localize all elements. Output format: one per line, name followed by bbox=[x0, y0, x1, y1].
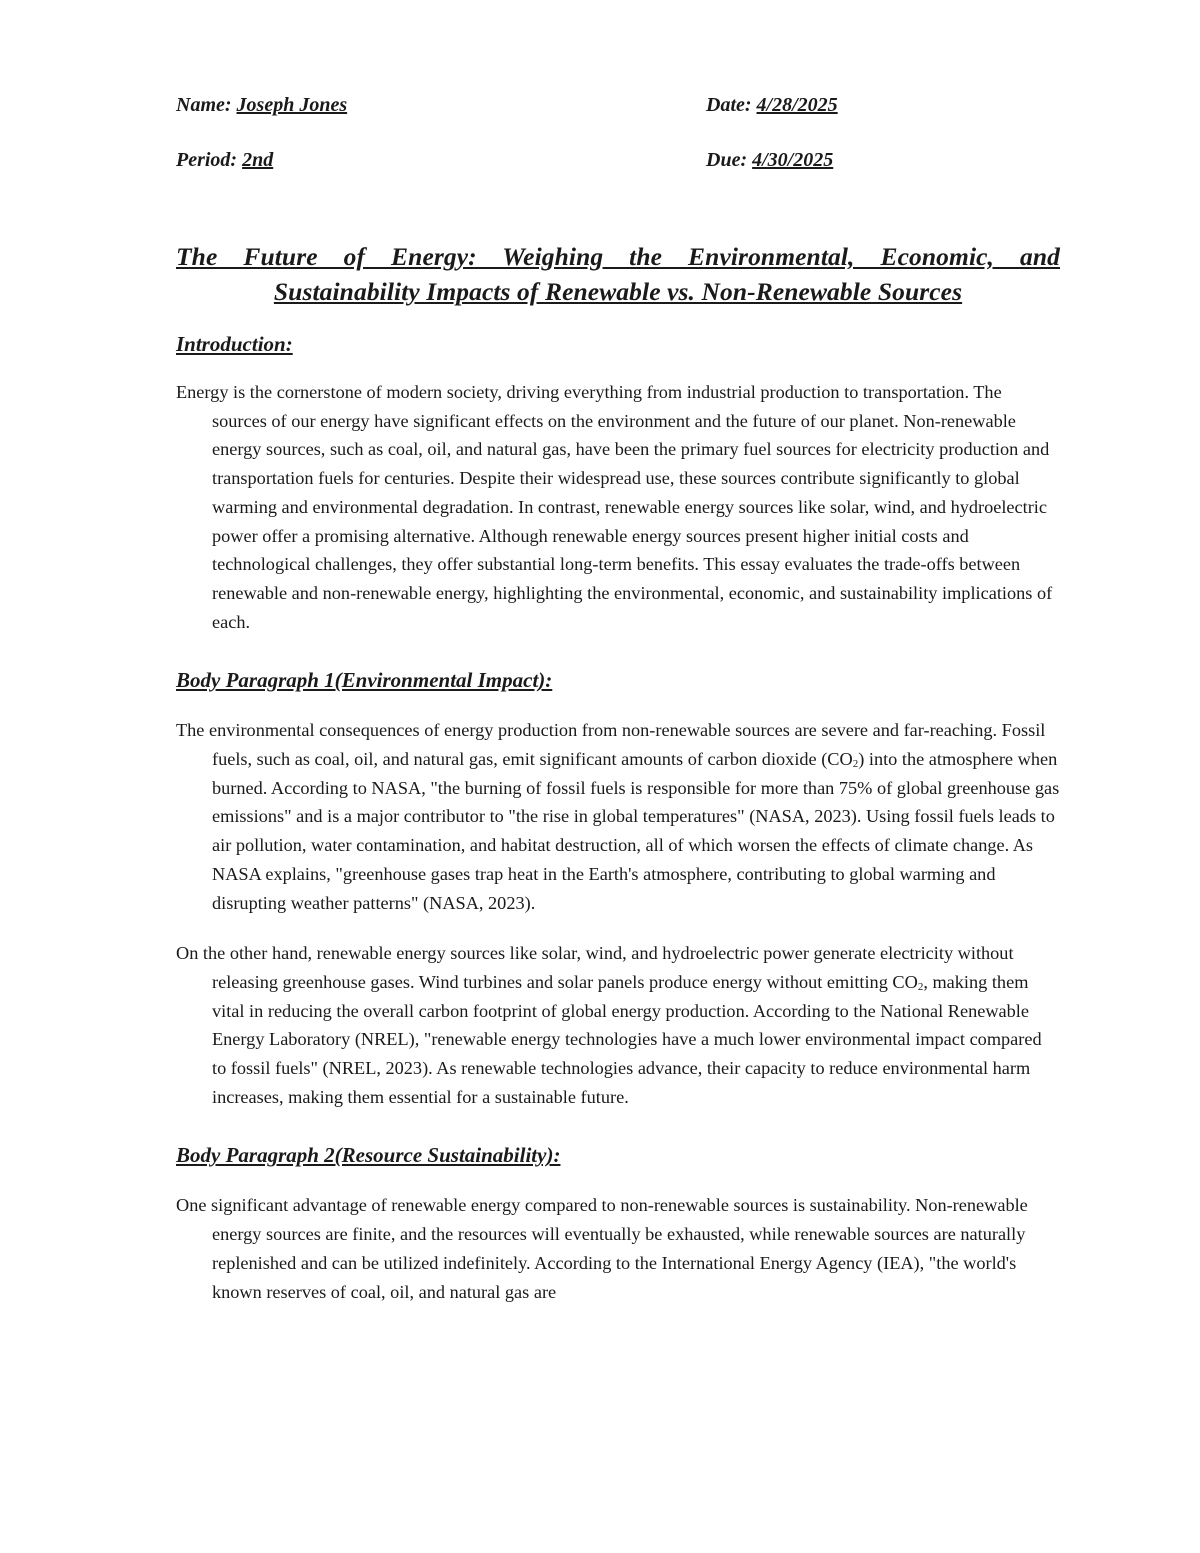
name-field bbox=[176, 94, 347, 117]
name-label: Name: bbox=[176, 94, 237, 116]
body-1a-text-part-2: ) into the atmosphere when burned. According to NASA, "the burning of fossil fuels is responsible for more than 75% of global greenhouse gas emissions" and is a major contributor to "the rise in global temperatures" (NASA, 2023). Using fossil fuels leads to air pollution, water contamination, and habitat destruction, all of which worsen the effects of climate change. As NASA explains, "greenhouse gases trap heat in the Earth's atmosphere, contributing to global warming and disrupting weather patterns" (NASA, 2023). bbox=[212, 749, 1060, 913]
date-field bbox=[706, 94, 838, 117]
body-paragraph-1-heading: Body Paragraph 1(Environmental Impact): bbox=[176, 668, 553, 693]
body-1b-text-part-1: On the other hand, renewable energy sources like solar, wind, and hydroelectric power generate electricity without releasing greenhouse gases. Wind turbines and solar panels produce energy without emitting CO bbox=[176, 943, 1014, 992]
introduction-heading: Introduction: bbox=[176, 332, 293, 356]
body-1a-text-part-1: The environmental consequences of energy production from non-renewable sources are severe and far-reaching. Fossil fuels, such as coal, oil, and natural gas, emit significant amounts of carbon dioxide (CO bbox=[176, 720, 1046, 770]
date-label: Date: bbox=[706, 94, 757, 116]
date-value: 4/28/2025 bbox=[756, 94, 838, 116]
co2-subscript: 2 bbox=[917, 980, 924, 993]
due-field bbox=[706, 149, 833, 172]
body-paragraph-1a bbox=[176, 716, 1060, 917]
due-label: Due: bbox=[706, 149, 753, 171]
co2-subscript: 2 bbox=[852, 758, 859, 771]
header-row-1 bbox=[176, 94, 1060, 122]
period-value: 2nd bbox=[242, 149, 274, 171]
name-value: Joseph Jones bbox=[236, 94, 348, 116]
body-paragraph-2: One significant advantage of renewable energy compared to non-renewable sources is sustainability. Non-renewable energy sources are finite, and the resources will eventually be exhausted, while renewable sources are naturally replenished and can be utilized indefinitely. According to the International Energy Agency (IEA), "the world's known reserves of coal, oil, and natural gas are bbox=[176, 1195, 1028, 1302]
introduction-paragraph: Energy is the cornerstone of modern society, driving everything from industrial production to transportation. The sources of our energy have significant effects on the environment and the future of our planet. Non-renewable energy sources, such as coal, oil, and natural gas, have been the primary fuel sources for electricity production and transportation fuels for centuries. Despite their widespread use, these sources contribute significantly to global warming and environmental degradation. In contrast, renewable energy sources like solar, wind, and hydroelectric power offer a promising alternative. Although renewable energy sources present higher initial costs and technological challenges, they offer substantial long-term benefits. This essay evaluates the trade-offs between renewable and non-renewable energy, highlighting the environmental, economic, and sustainability implications of each. bbox=[176, 382, 1053, 632]
essay-title bbox=[176, 239, 1060, 309]
due-value: 4/30/2025 bbox=[752, 149, 834, 171]
period-label: Period: bbox=[176, 149, 243, 171]
title-line-2: Sustainability Impacts of Renewable vs. Non-Renewable Sources bbox=[273, 277, 963, 306]
body-1b-text-part-2: , making them vital in reducing the overall carbon footprint of global energy production. According to the National Renewable Energy Laboratory (NREL), "renewable energy technologies have a much lower environmental impact compared to fossil fuels" (NREL, 2023). As renewable technologies advance, their capacity to reduce environmental harm increases, making them essential for a sustainable future. bbox=[212, 971, 1042, 1107]
header-row-2 bbox=[176, 149, 1060, 177]
title-line-1: The Future of Energy: Weighing the Environmental, Economic, and bbox=[176, 242, 1060, 271]
body-paragraph-1b bbox=[176, 939, 1060, 1111]
essay-page bbox=[176, 94, 1060, 1306]
period-field bbox=[176, 149, 273, 172]
body-paragraph-2-heading: Body Paragraph 2(Resource Sustainability): bbox=[176, 1143, 561, 1168]
